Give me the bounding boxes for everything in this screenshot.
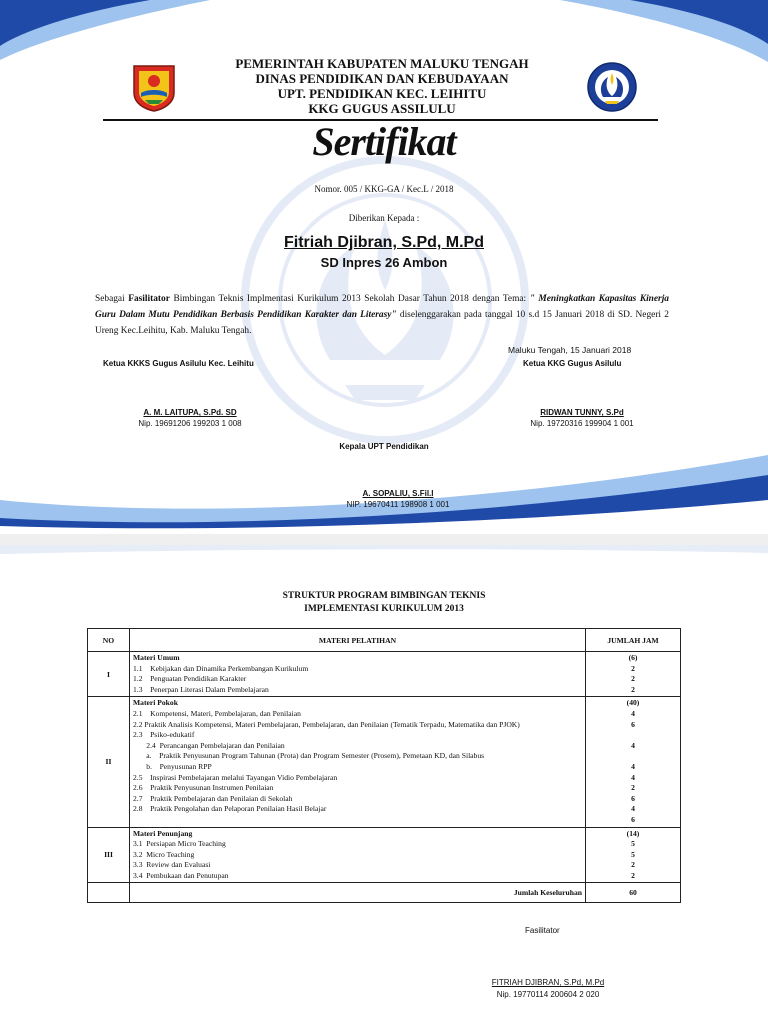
program-structure-page (0, 545, 768, 1024)
left-signer-role: Ketua KKKS Gugus Asilulu Kec. Leihitu (103, 359, 254, 368)
materi-item-jam: 2 (631, 783, 635, 793)
program-title-line-1: STRUKTUR PROGRAM BIMBINGAN TEKNIS (282, 591, 486, 601)
materi-item-jam: 2 (631, 674, 635, 684)
materi-item-jam: 4 (631, 761, 635, 771)
materi-item: 2.7 Praktik Pembelajaran dan Penilaian di Sekolah (133, 793, 293, 803)
materi-item: 2.2 Praktik Analisis Kompetensi, Materi Pembelajaran, Pembelajaran, dan Penilaian (Tematik Terpadu, Matematika dan PJOK) (133, 719, 520, 729)
center-signer-name (298, 489, 498, 498)
program-table-body (88, 652, 681, 903)
materi-item-jam: 4 (631, 804, 635, 814)
maluku-tengah-logo (131, 63, 177, 113)
total-value: 60 (586, 883, 681, 903)
left-signer-nip: Nip. 19691206 199203 1 008 (138, 419, 242, 428)
program-table (87, 628, 681, 903)
materi-item: 3.2 Micro Teaching (133, 849, 195, 859)
group-title: Materi Pokok (133, 698, 178, 708)
row-materi (130, 652, 586, 697)
group-total-jam: (6) (628, 653, 638, 662)
certificate-number: Nomor. 005 / KKG-GA / Kec.L / 2018 (314, 184, 454, 194)
materi-item: 2.5 Inspirasi Pembelajaran melalui Tayangan Vidio Pembelajaran (133, 772, 338, 782)
facilitator-nip: Nip. 19770114 200604 2 020 (496, 990, 600, 999)
row-materi (130, 697, 586, 827)
right-signer-name (482, 408, 682, 417)
body-role: Fasilitator (128, 294, 170, 304)
body-theme: " Meningkatkan Kapasitas Kinerja Guru Dalam Mutu Pendidikan Berbasis Pendidikan Karakter dan Literasy" (95, 294, 669, 320)
materi-item-jam: 6 (631, 814, 635, 824)
materi-item-jam: 2 (631, 860, 635, 870)
total-empty-cell (88, 883, 130, 903)
given-to-label: Diberikan Kepada : (348, 213, 420, 223)
materi-item-jam: 5 (631, 839, 635, 849)
table-header-row (88, 629, 681, 652)
group-total-jam: (14) (626, 828, 640, 838)
right-signer-name-text: RIDWAN TUNNY, S.Pd (540, 408, 624, 417)
recipient-name (0, 234, 768, 252)
materi-item-jam: 5 (631, 849, 635, 859)
center-signer-nip: NIP. 19670411 198908 1 001 (346, 500, 450, 509)
right-signer-role: Ketua KKG Gugus Asilulu (523, 359, 622, 368)
header-materi: MATERI PELATIHAN (130, 629, 586, 652)
table-row (88, 652, 681, 697)
body-text-2: Bimbingan Teknis Implmentasi Kurikulum 2013 Sekolah Dasar Tahun 2018 dengan Tema: (169, 294, 530, 304)
letterhead-line-1: PEMERINTAH KABUPATEN MALUKU TENGAH (235, 56, 529, 71)
materi-item: 2.3 Psiko-edukatif (133, 730, 195, 740)
tut-wuri-handayani-logo (586, 61, 638, 113)
materi-item: 1.1 Kebijakan dan Dinamika Perkembangan Kurikulum (133, 663, 309, 673)
row-number: II (88, 697, 130, 827)
materi-item-jam (589, 751, 677, 762)
center-signer-name-text: A. SOPALIU, S.Fil.I (362, 489, 434, 498)
materi-item: 3.1 Persiapan Micro Teaching (133, 839, 226, 849)
decorative-top-band (0, 545, 768, 565)
materi-item: b. Penyusunan RPP (133, 761, 212, 771)
total-label: Jumlah Keseluruhan (130, 883, 586, 903)
materi-item: 2.4 Perancangan Pembelajaran dan Penilaian (133, 740, 285, 750)
header-no: NO (88, 629, 130, 652)
letterhead-line-2: DINAS PENDIDIKAN DAN KEBUDAYAAN (255, 71, 509, 86)
group-total-jam: (40) (626, 698, 640, 708)
facilitator-name-text: FITRIAH DJIBRAN, S.Pd, M.Pd (491, 978, 605, 987)
letterhead (180, 56, 584, 116)
center-signer-role: Kepala UPT Pendidikan (339, 442, 429, 451)
row-jam (586, 697, 681, 827)
row-number: III (88, 827, 130, 883)
materi-item: 1.3 Penerpan Literasi Dalam Pembelajaran (133, 684, 269, 694)
materi-item-jam: 2 (631, 663, 635, 673)
recipient-school: SD Inpres 26 Ambon (320, 255, 448, 270)
left-signer-name (90, 408, 290, 417)
row-jam (586, 652, 681, 697)
row-materi (130, 827, 586, 883)
group-title: Materi Penunjang (133, 828, 193, 838)
facilitator-name (448, 978, 648, 987)
materi-item-jam: 4 (631, 708, 635, 718)
group-title: Materi Umum (133, 653, 180, 662)
row-jam (586, 827, 681, 883)
table-row (88, 697, 681, 827)
materi-item: 2.6 Praktik Penyusunan Instrumen Penilaian (133, 783, 274, 793)
table-row (88, 827, 681, 883)
body-text-1: Sebagai (95, 294, 129, 304)
program-title-line-2: IMPLEMENTASI KURIKULUM 2013 (304, 604, 464, 614)
facilitator-role: Fasilitator (525, 926, 560, 935)
left-signer-name-text: A. M. LAITUPA, S.Pd. SD (143, 408, 237, 417)
recipient-name-text: Fitriah Djibran, S.Pd, M.Pd (283, 234, 484, 251)
materi-item: 2.1 Kompetensi, Materi, Pembelajaran, dan Penilaian (133, 708, 301, 718)
materi-item: 2.8 Praktik Pengolahan dan Pelaporan Penilaian Hasil Belajar (133, 804, 327, 814)
row-number: I (88, 652, 130, 697)
materi-item: a. Praktik Penyusunan Program Tahunan (Prota) dan Program Semester (Prosem), Pemetaan KD, dan Silabus (133, 751, 485, 761)
certificate-title: Sertifikat (312, 119, 456, 164)
materi-item: 3.3 Review dan Evaluasi (133, 860, 211, 870)
materi-item: 3.4 Pembukaan dan Penutupan (133, 870, 229, 880)
materi-item-jam: 6 (631, 719, 635, 729)
materi-item-jam: 4 (631, 740, 635, 750)
letterhead-line-3: UPT. PENDIDIKAN KEC. LEIHITU (277, 86, 487, 101)
materi-item-jam: 4 (631, 772, 635, 782)
total-row (88, 883, 681, 903)
certificate-body (95, 291, 669, 339)
header-jam: JUMLAH JAM (586, 629, 681, 652)
place-date: Maluku Tengah, 15 Januari 2018 (508, 345, 632, 355)
right-signer-nip: Nip. 19720316 199904 1 001 (530, 419, 634, 428)
materi-item-jam: 2 (631, 684, 635, 694)
materi-item: 1.2 Penguatan Pendidikan Karakter (133, 674, 247, 684)
body-text-3: diselenggarakan pada tanggal 10 s.d 15 Januari 2018 di SD. Negeri 2 Ureng Kec.Leihitu, Kab. Maluku Tengah. (95, 310, 669, 336)
materi-item-jam: 6 (631, 793, 635, 803)
program-title (0, 590, 768, 616)
letterhead-line-4: KKG GUGUS ASSILULU (308, 101, 456, 116)
materi-item-jam: 2 (631, 870, 635, 880)
